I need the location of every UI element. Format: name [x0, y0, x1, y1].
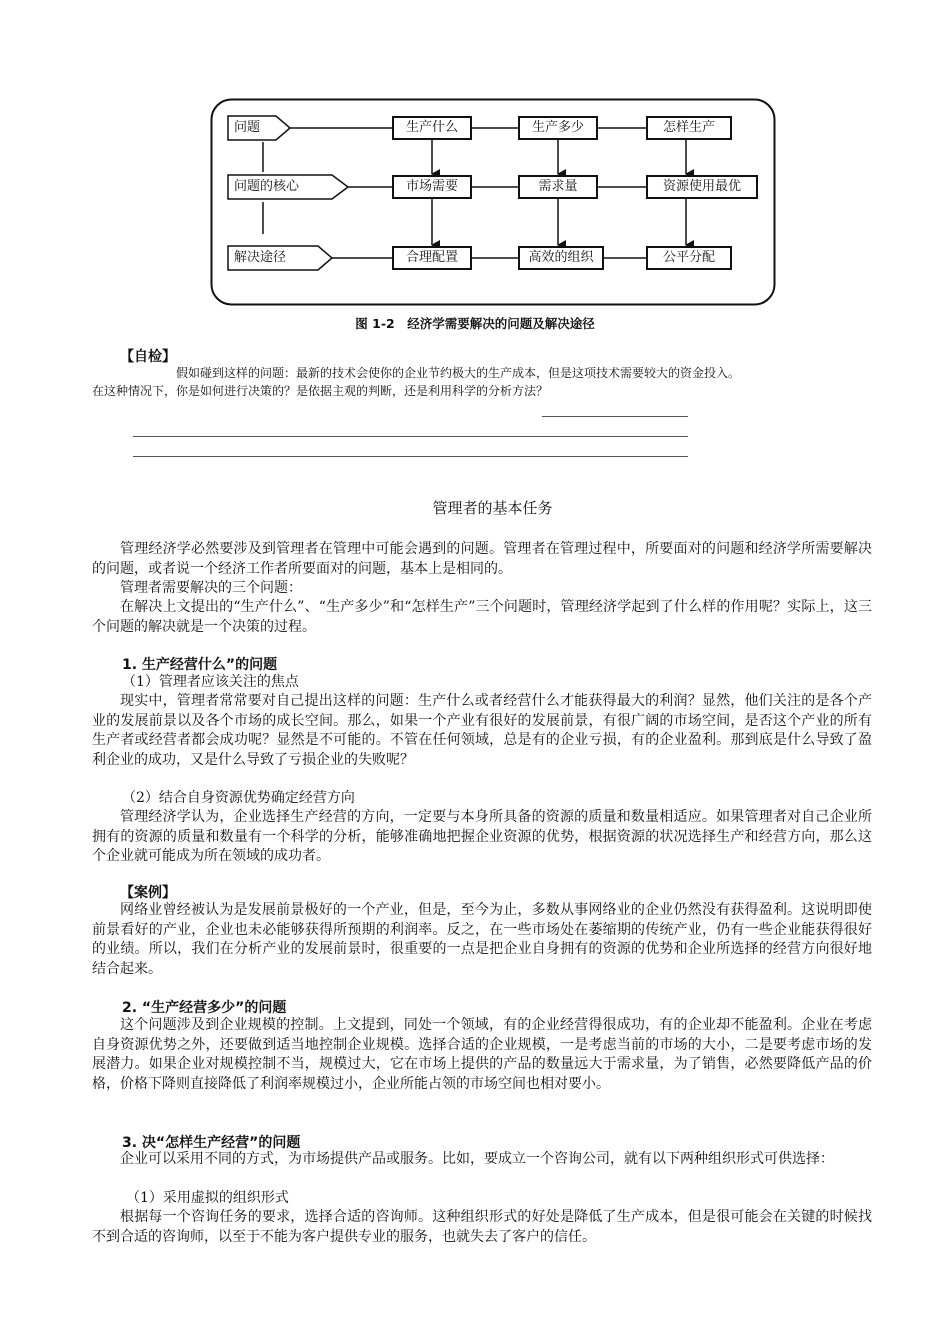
section1-heading: 1. 生产经营什么”的问题	[122, 657, 278, 673]
answer-line	[133, 456, 688, 457]
row-label-problem: 问题	[234, 120, 261, 135]
box-what-to-produce: 生产什么	[392, 116, 472, 140]
row-label-solution: 解决途径	[234, 250, 287, 265]
answer-line	[542, 416, 688, 417]
intro-paragraph-3: 在解决上文提出的“生产什么”、“生产多少”和“怎样生产”三个问题时，管理经济学起到了什么样的作用呢？实际上，这三个问题的解决就是一个决策的过程。	[92, 599, 872, 635]
section1-sub2: （2）结合自身资源优势确定经营方向	[122, 790, 355, 806]
intro-paragraph-2: 管理者需要解决的三个问题：	[120, 580, 302, 596]
box-fair-distribution: 公平分配	[646, 246, 732, 270]
intro-paragraph-1: 管理经济学必然要涉及到管理者在管理中可能会遇到的问题。管理者在管理过程中，所要面对的问题和经济学所需要解决的问题，或者说一个经济工作者所要面对的问题，基本上是相同的。	[92, 541, 872, 577]
self-check-line1: 假如碰到这样的问题：最新的技术会使你的企业节约极大的生产成本，但是这项技术需要较大的资金投入。	[176, 366, 741, 380]
row-label-core: 问题的核心	[234, 179, 300, 194]
self-check-heading: 【自检】	[120, 349, 176, 365]
section3-paragraph-1: 企业可以采用不同的方式，为市场提供产品或服务。比如，要成立一个咨询公司，就有以下两种组织形式可供选择：	[120, 1151, 834, 1167]
section-title: 管理者的基本任务	[432, 499, 553, 517]
box-demand: 需求量	[518, 175, 598, 199]
section3-heading: 3. 决“怎样生产经营”的问题	[122, 1135, 301, 1151]
self-check-line2: 在这种情况下，你是如何进行决策的？是依据主观的判断，还是利用科学的分析方法？	[92, 384, 549, 398]
box-how-to-produce: 怎样生产	[646, 116, 732, 140]
section2-heading: 2. “生产经营多少”的问题	[122, 1000, 287, 1016]
section3-paragraph-2: 根据每一个咨询任务的要求，选择合适的咨询师。这种组织形式的好处是降低了生产成本，但是很可能会在关键的时候找不到合适的咨询师，以至于不能为客户提供专业的服务，也就失去了客户的信任。	[92, 1209, 872, 1245]
flow-diagram	[210, 98, 776, 306]
case-heading: 【案例】	[120, 885, 176, 901]
section2-paragraph: 这个问题涉及到企业规模的控制。上文提到，同处一个领域，有的企业经营得很成功，有的企业却不能盈利。企业在考虑自身资源优势之外，还要做到适当地控制企业规模。选择合适的企业规模，一是考虑当前的市场的大小，二是要考虑市场的发展潜力。如果企业对规模控制不当，规模过大，它在市场上提供的产品的数量远大于需求量，为了销售，必然要降低产品的价格，价格下降则直接降低了利润率规模过小，企业所能占领的市场空间也相对要小。	[92, 1017, 872, 1092]
box-market-need: 市场需要	[392, 175, 472, 199]
case-paragraph: 网络业曾经被认为是发展前景极好的一个产业，但是，至今为止，多数从事网络业的企业仍然没有获得盈利。这说明即使前景看好的产业，企业也未必能够获得所预期的利润率。反之，在一些市场处在萎缩期的传统产业，仍有一些企业能获得很好的业绩。所以，我们在分析产业的发展前景时，很重要的一点是把企业自身拥有的资源的优势和企业所选择的经营方向很好地结合起来。	[92, 902, 872, 977]
figure-caption: 图 1-2 经济学需要解决的问题及解决途径	[355, 316, 595, 331]
answer-line	[133, 436, 688, 437]
section1-sub1: （1）管理者应该关注的焦点	[122, 674, 299, 690]
section1-paragraph-1: 现实中，管理者常常要对自己提出这样的问题：生产什么或者经营什么才能获得最大的利润？显然，他们关注的是各个产业的发展前景以及各个市场的成长空间。那么，如果一个产业有很好的发展前景，有很广阔的市场空间，是否这个产业的所有生产者或经营者都会成功呢？显然是不可能的。不管在任何领域，总是有的企业亏损，有的企业盈利。那到底是什么导致了盈利企业的成功，又是什么导致了亏损企业的失败呢？	[92, 693, 872, 768]
box-resource-optimal: 资源使用最优	[646, 175, 758, 199]
box-efficient-org: 高效的组织	[518, 246, 604, 270]
section1-paragraph-2: 管理经济学认为，企业选择生产经营的方向，一定要与本身所具备的资源的质量和数量相适应。如果管理者对自己企业所拥有的资源的质量和数量有一个科学的分析，能够准确地把握企业资源的优势，根据资源的状况选择生产和经营方向，那么这个企业就可能成为所在领域的成功者。	[92, 809, 872, 864]
box-how-much: 生产多少	[518, 116, 598, 140]
box-allocation: 合理配置	[392, 246, 472, 270]
section3-sub1: （1）采用虚拟的组织形式	[126, 1190, 289, 1206]
